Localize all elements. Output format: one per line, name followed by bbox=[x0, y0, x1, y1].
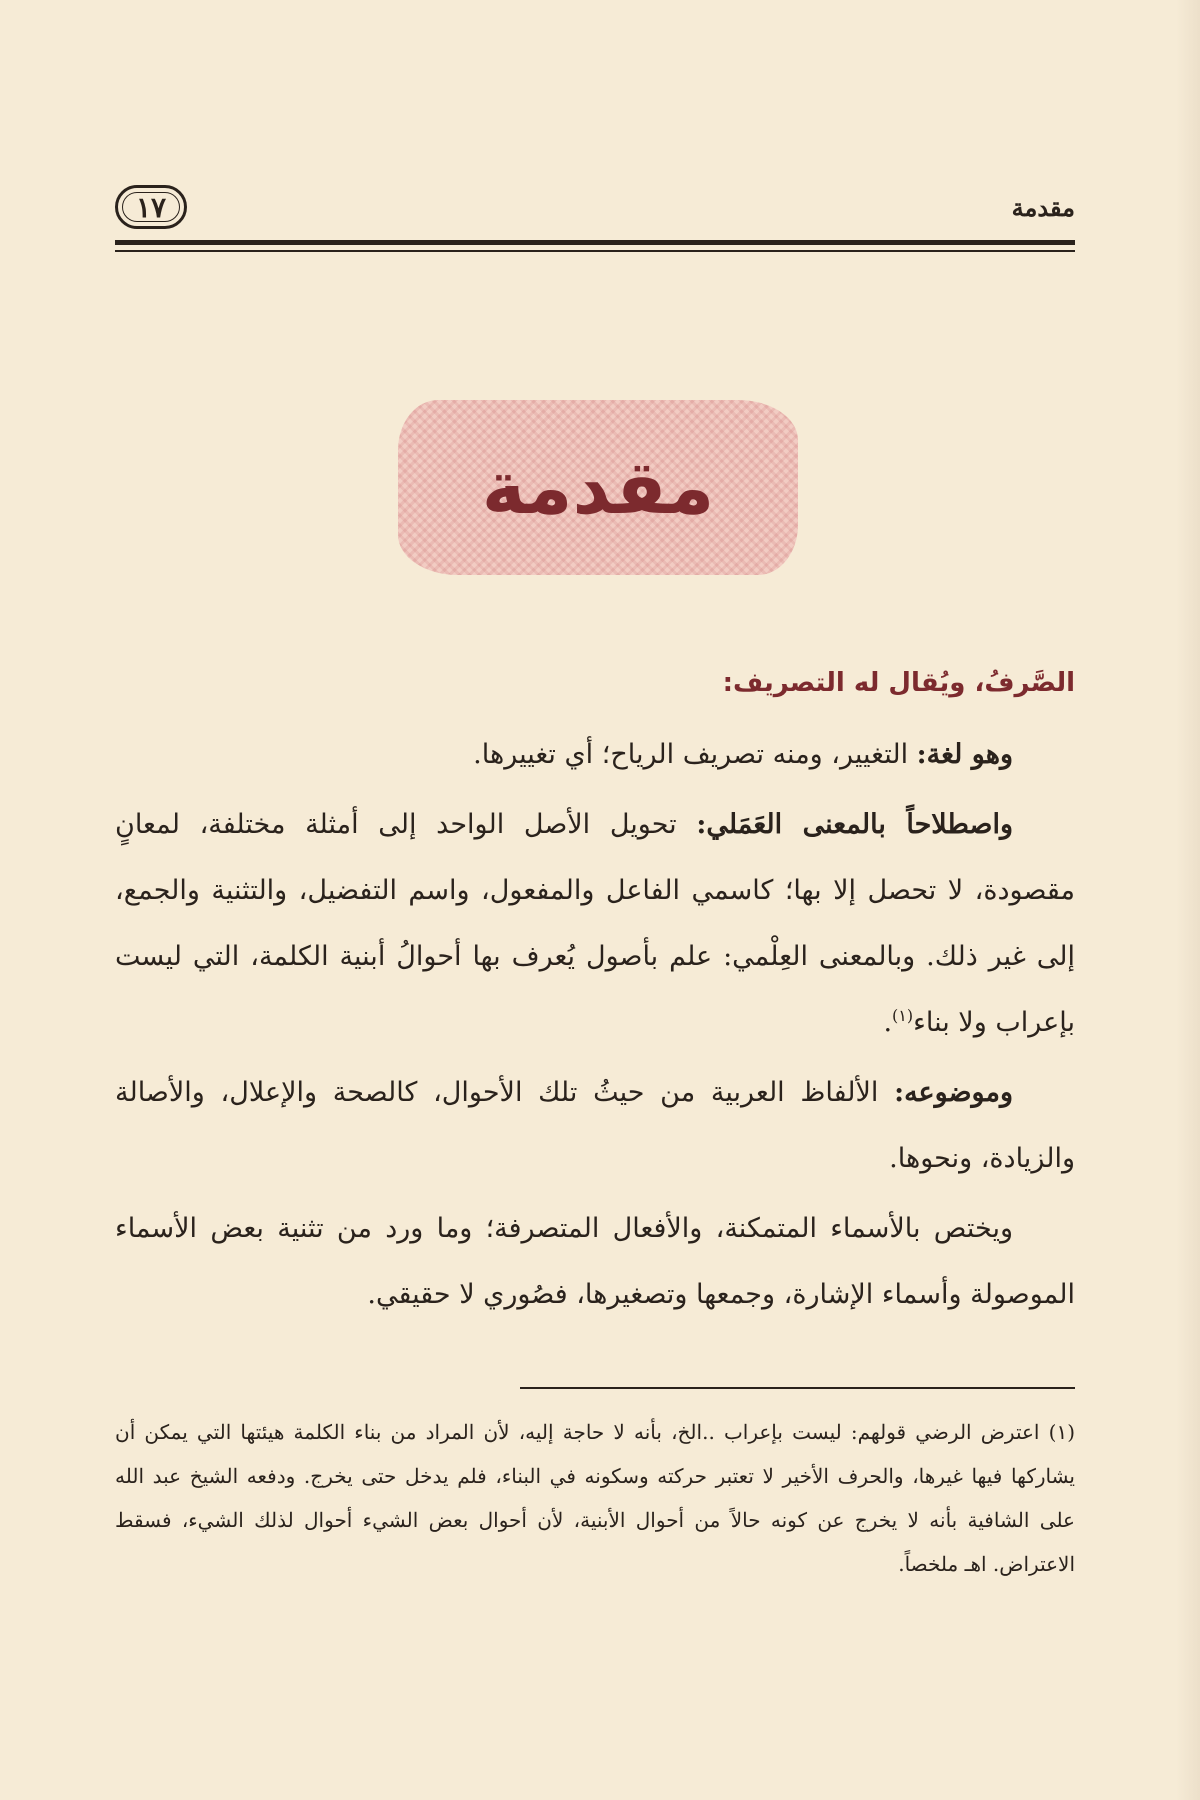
page-header bbox=[115, 185, 1075, 245]
footnote-separator bbox=[520, 1387, 1075, 1389]
footnote-marker[interactable]: (١) bbox=[892, 1006, 914, 1025]
footnote-text: (١) اعترض الرضي قولهم: ليست بإعراب ..الخ، بأنه لا حاجة إليه، لأن المراد من بناء الكلمة هيئتها التي يمكن أن يشاركها فيها غيرها، والحرف الأخير لا تعتبر حركته وسكونه في البناء، فلم يدخل حتى يخرج. ودفعه الشيخ عبد الله على الشافية بأنه لا يخرج عن كونه حالاً من أحوال الأبنية، لأن أحوال بعض الشيء أحوال لذلك الشيء، فسقط الاعتراض. اهـ ملخصاً. bbox=[115, 1420, 1075, 1576]
body-text bbox=[115, 650, 1075, 1328]
paragraph-3 bbox=[115, 1060, 1075, 1192]
paragraph-1-text: التغيير، ومنه تصريف الرياح؛ أي تغييرها. bbox=[473, 739, 917, 770]
header-rule-thin bbox=[115, 250, 1075, 252]
paragraph-2-lead: واصطلاحاً بالمعنى العَمَلي: bbox=[696, 809, 1014, 840]
page-number: ١٧ bbox=[135, 190, 167, 224]
paragraph-1 bbox=[115, 722, 1075, 788]
paragraph-2-end: . bbox=[883, 1007, 893, 1038]
paragraph-3-lead: وموضوعه: bbox=[894, 1077, 1013, 1108]
header-rule-thick bbox=[115, 240, 1075, 245]
paragraph-4: ويختص بالأسماء المتمكنة، والأفعال المتصرفة؛ وما ورد من تثنية بعض الأسماء الموصولة وأسماء الإشارة، وجمعها وتصغيرها، فصُوري لا حقيقي. bbox=[115, 1213, 1075, 1310]
chapter-title-ornament bbox=[398, 400, 798, 575]
paragraph-2 bbox=[115, 792, 1075, 1056]
page-edge-shadow bbox=[1176, 0, 1200, 1800]
section-heading: الصَّرفُ، ويُقال له التصريف: bbox=[722, 668, 1075, 698]
chapter-title: مقدمة bbox=[481, 444, 715, 531]
paragraph-3-text: الألفاظ العربية من حيثُ تلك الأحوال، كالصحة والإعلال، والأصالة والزيادة، ونحوها. bbox=[115, 1077, 1075, 1174]
footnote bbox=[115, 1410, 1075, 1586]
paragraph-1-lead: وهو لغة: bbox=[916, 739, 1013, 770]
running-title: مقدمة bbox=[1011, 193, 1075, 222]
paragraph-2-text: تحويل الأصل الواحد إلى أمثلة مختلفة، لمعانٍ مقصودة، لا تحصل إلا بها؛ كاسمي الفاعل والمفعول، واسم التفضيل، والتثنية والجمع، إلى غير ذلك. وبالمعنى العِلْمي: علم بأصول يُعرف بها أحوالُ أبنية الكلمة، التي ليست بإعراب ولا بناء bbox=[115, 809, 1075, 1038]
page-number-badge bbox=[115, 185, 187, 229]
